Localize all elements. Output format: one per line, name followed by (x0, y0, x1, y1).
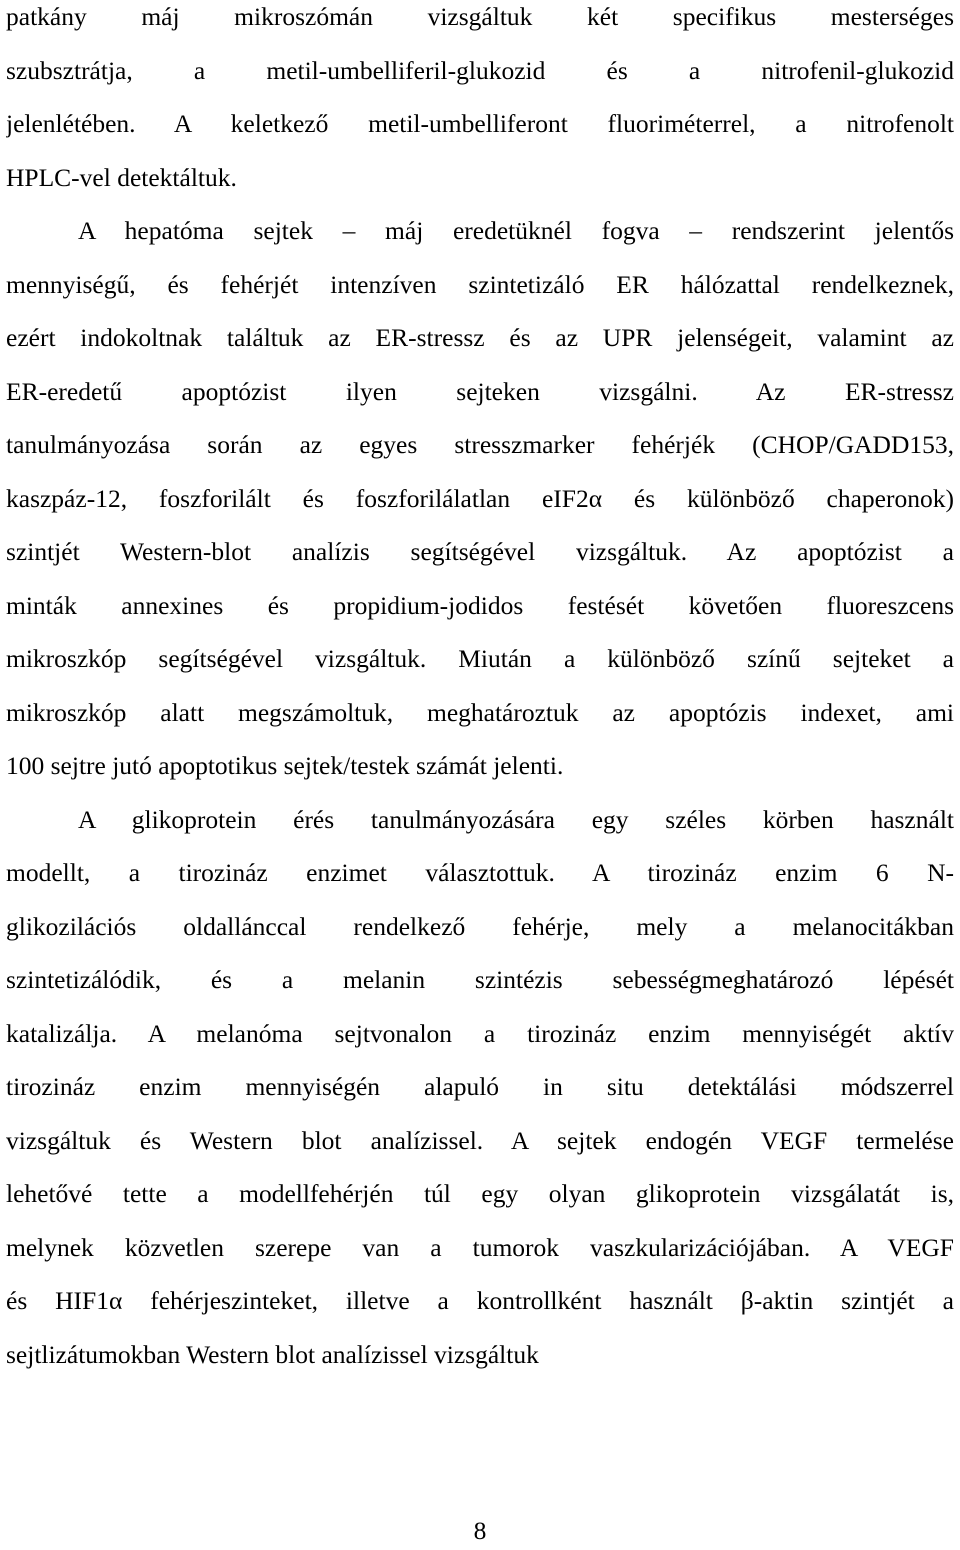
text-line: HPLC-vel detektáltuk. (6, 162, 237, 192)
text-line: A glikoprotein érés tanulmányozására egy széles körben használt (78, 804, 954, 834)
text-line: ER-eredetű apoptózist ilyen sejteken vizsgálni. Az ER-stressz (6, 376, 954, 406)
text-line: modellt, a tirozináz enzimet választottuk. A tirozináz enzim 6 N- (6, 858, 954, 887)
paragraph-2 (6, 204, 954, 793)
text-line: 100 sejtre jutó apoptotikus sejtek/testek számát jelenti. (6, 751, 564, 780)
text-line: ezért indokoltnak találtuk az ER-stressz és az UPR jelenségeit, valamint az (6, 323, 954, 352)
text-line: kaszpáz-12, foszforilált és foszforilálatlan eIF2α és különböző chaperonok) (6, 483, 954, 513)
text-line: mikroszkóp alatt megszámoltuk, meghatároztuk az apoptózis indexet, ami (6, 697, 954, 727)
text-line: tanulmányozása során az egyes stresszmarker fehérjék (CHOP/GADD153, (6, 430, 954, 459)
text-line: katalizálja. A melanóma sejtvonalon a tirozináz enzim mennyiségét aktív (6, 1018, 954, 1048)
text-line: patkány máj mikroszómán vizsgáltuk két specifikus mesterséges (6, 2, 954, 31)
text-line: tirozináz enzim mennyiségén alapuló in situ detektálási módszerrel (6, 1072, 954, 1101)
text-line: sejtlizátumokban Western blot analízissel vizsgáltuk (6, 1339, 539, 1369)
page-number: 8 (473, 1516, 487, 1545)
text-line: mennyiségű, és fehérjét intenzíven szintetizáló ER hálózattal rendelkeznek, (6, 269, 954, 299)
text-line: lehetővé tette a modellfehérjén túl egy olyan glikoprotein vizsgálatát is, (6, 1179, 954, 1208)
text-line: vizsgáltuk és Western blot analízissel. A sejtek endogén VEGF termelése (6, 1125, 954, 1155)
text-line: szintetizálódik, és a melanin szintézis sebességmeghatározó lépését (6, 965, 954, 994)
text-line: melynek közvetlen szerepe van a tumorok vaszkularizációjában. A VEGF (6, 1232, 954, 1262)
text-line: glikozilációs oldallánccal rendelkező fehérje, mely a melanocitákban (6, 911, 954, 941)
text-line: és HIF1α fehérjeszinteket, illetve a kontrollként használt β-aktin szintjét a (6, 1286, 954, 1315)
paragraph-3 (6, 793, 954, 1382)
document-page (6, 0, 954, 1381)
text-line: szubsztrátja, a metil-umbelliferil-glukozid és a nitrofenil-glukozid (6, 55, 954, 85)
text-line: minták annexines és propidium-jodidos festését követően fluoreszcens (6, 590, 954, 620)
text-line: jelenlétében. A keletkező metil-umbelliferont fluoriméterrel, a nitrofenolt (6, 109, 954, 138)
text-line: A hepatóma sejtek – máj eredetüknél fogva – rendszerint jelentős (78, 216, 954, 245)
text-line: szintjét Western-blot analízis segítségével vizsgáltuk. Az apoptózist a (6, 537, 954, 566)
paragraph-1 (6, 0, 954, 204)
text-line: mikroszkóp segítségével vizsgáltuk. Miután a különböző színű sejteket a (6, 644, 954, 673)
